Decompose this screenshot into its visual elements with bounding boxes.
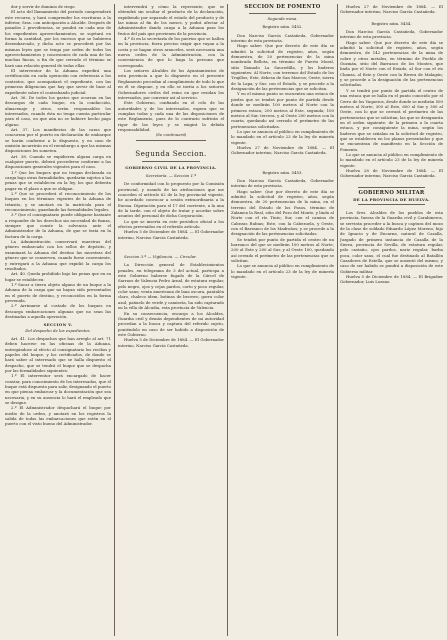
signature: Huelva 5 de Diciembre de 1884. — El Gobernador interino, Narciso García Castañeda. (118, 337, 224, 348)
paragraph: Lo que se inserta en este periódico oficial a los efectos prevenidos en el referido artículo. (118, 218, 224, 230)
article-41: Art. 41. Los despachos que han arreglo al art. 71 deben hacerse en las oficinas de la Aduana, entregándose al efecto al consignatario los recibos y papeles del buque, y los certificados, de donde se hará saber al interesado que se halla dispuesto el despacho, que se tendrá el buque que se despacha por las formalidades siguientes: (5, 335, 111, 374)
paragraph: Los Sres. Alcaldes de los pueblos de esta provincia, fuerza de la Guardia civil y Carabineros, se servirán proceder a la busca y captura del mozo de la clase de soldado Eduardo López Moreno, hijo de Ignacio y de Encarna, natural de Cazalla, Juzgado de primera instancia de Cazalla de la Sierra, provincia de Sevilla, de estatura regular, pelo castaño, ojos pardos, nariz regular, barba poca, color sano, el cual fue destinado al Batallón Cazadores de Estella, que se ausentó del mismo, y caso de ser habido se pondrá a disposición de este Gobierno militar. (340, 210, 443, 274)
paragraph: Don Narciso García Castañeda, Gobernador interino de esta provincia. (231, 32, 334, 44)
column-rule (114, 4, 115, 636)
column-rule (227, 4, 228, 636)
column-rule (337, 4, 338, 636)
section-title: Segunda Seccion. (135, 148, 207, 158)
paragraph: 2.º El Administrador despachará el buque por medio de la orden, y anotará en los registros la salida de todas las embarcaciones que estén en el puerto con el visto bueno del Administrador. (5, 405, 111, 427)
article-40c: 2.º Arrimarse al costado de los buques en descarga embarcaciones algunas que no sean las destinadas a aquella operación. (5, 303, 111, 319)
section-title: GOBIERNO MILITAR (358, 189, 425, 196)
section-subheading: Segunda mesa. (267, 16, 298, 21)
column-1 (5, 4, 111, 636)
article-40b: 1.º Sacar a tierra objeto alguno de un buque a la Aduana de la carga que no hayan sido presentados en el puerto de destino, y reconocidos en la forma prevenida. (5, 281, 111, 303)
divider (136, 140, 206, 141)
article-38: Art. 38. Cuando se expidieren alguna carga en cualquier puerto, deberá procederse conforme a las disposiciones generales vigentes para el caso. (5, 153, 111, 170)
column-2 (118, 4, 224, 636)
paragraph: 4.º Si en la secretaría de los puertos que se hallen en la provincia, fuera preciso exigir que vayan a la costa y se hagan otros aranceles, será necesaria una nueva orden de la Administración, con la conveniencia de que lo haga la persona que corresponda. (118, 36, 224, 68)
column-4 (340, 4, 443, 636)
paragraph: Don Narciso García Castañeda, Gobernador interino de esta provincia. (340, 29, 443, 40)
paragraph: En su consecuencia, encargo a los Alcaldes, Guardia civil y demás dependientes de mi autoridad procedan a la busca y captura del referido sujeto, poniéndolo en caso de ser habido a disposición de este Gobierno. (118, 310, 224, 337)
column-3 (231, 4, 334, 636)
paragraph: 3.º Que el consignatario puede obligarse bastante a responder de los derechos sin necesidad de fianza, siempre que conste la solvencia ante el Administrador de la Aduana, de que se trata en la factura de la carga. (5, 212, 111, 239)
paragraph: dor y servir de dominio de riego. (11, 4, 76, 9)
paragraph: Los señores Alcaldes de los Ayuntamientos de esta provincia a que lo dispuesto en el presente Reglamento procedan al cumplimiento de todo lo que en él se dispone, y en ello se invita a los señores Gobernadores civiles del reino en que residan los interesados, por convenir así al servicio. (118, 68, 224, 100)
paragraph: Hago saber: Que por decreto de este día se admitió la solicitud de registro, años, según demuestra, de 142 pertenencias de la mina de cobre y otros metales, en término de Puebla de Guzmán, sitio del Barranco de los Montes, que linda por el Norte con el Estado, al Sur con el río Chanza, al Este y Oeste con la Rivera de Malagón; y se procede a la designación de las pertenencias solicitadas. (340, 39, 443, 88)
continued-note: (Se continuará) (155, 132, 187, 138)
signature: Huelva 27 de Noviembre de 1884. — El Gobernador interino, Narciso García Castañeda. (340, 4, 443, 15)
article-37: Art. 37. Los manifiestos de las caras que concurran por el puerto en declaración de embarque se harán conforme a lo dispuesto, y en caso de omisión incurrirán en el reembargo a que las mismas disposiciones les someten. (5, 126, 111, 154)
paragraph: Lo que se anuncia al público en cumplimiento de lo mandado en el artículo 23 de la ley de minería vigente. (231, 128, 334, 145)
article-41b: 1.º El interventor será encargado de hacer constar, para conocimiento de los interesados, que el buque está dispuesto para salir, designando el puerto en que piensa embarcar y la documentación que sea necesaria, y en su ausencia lo hará el empleado que se designe. (5, 373, 111, 406)
divider (249, 13, 316, 14)
registry-number: Registro núm. 5454. (371, 20, 412, 26)
signature: Huelva 28 de Noviembre de 1884. — El Gobernador interino, Narciso García Castañeda. (340, 167, 443, 179)
paragraph: La Dirección general de Establecimientos penales, en telegrama de 3 del actual, participa a este Gobierno haberse fugado de la Cárcel de Sarraos de Valencia Pedro Arnal, de estatura regular, pelo negro, ojos y cejas pardos, corto y poco regular, color sano; venta americana de lana oscura, pantalón claro, chaleco idem, botinas de becerro, gorra color azul, pañuelo de verde y camiseta, ha sido capturado en la villa de Alcudia, esta provincia de Valencia. (118, 262, 224, 311)
section-subheading: Del despacho de los expedientes. (25, 327, 91, 333)
signature: Huelva 27 de Noviembre de 1884. — El Gobernador interino, Narciso García Castañeda. (231, 144, 334, 156)
paragraph: Hago saber: Que por decreto de este día se admitió la solicitud de registro, años, según demuestra, de 20 pertenencias de la mina nombrada Bellota, en término de Puerto Moral, sitio llamado La Saucedilla, y los linderos siguientes: Al Norte, con terrenos del Estado de los Trujillos; Este, dehesa de San Marcos; Oeste, sierra de la Lapa; y Sur, con el Estado, y se procede a la designación de las pertenencias que se solicitan. (231, 43, 334, 92)
registry-number: Registro núm. 5453. (262, 169, 303, 175)
paragraph: El acto del llamamiento del periodo comprenderá este recurso, y hará comprender los escrituras a la inferior, Sras. con anticipación a Alcalde. Después de pasados 2 providencias, se pondrá en cada uno de los expedientes aprovechamientos, se sujetará en forma la cantidad, por los excesos que se hubieren desembarcado, y dicho acto se procederá por las mismas leyes que se tenga por orden de todos los aprovechamientos y concesiones de cada una de las muchas fincas, a fin de que cerrado el término se hará una relación general de todas ellas. (5, 9, 111, 68)
circular-heading: Seccion 3.ª — Vigilancia. — Circular. (124, 254, 197, 260)
paragraph: Se tendrá por punto de partida el centro de un barranco del que se medirán 100 metros al Norte; 200 al Este y 200 al Sur, y al Oeste 100, quedando así cerrado el perímetro de las pertenencias que se solicitan. (231, 236, 334, 264)
article-40: Art. 40. Queda prohibido bajo las penas que en su lugar se establecen: (5, 271, 111, 282)
divider (358, 187, 425, 188)
section-subheading: DE LA PROVINCIA DE HUELVA. (353, 196, 430, 202)
article-39: 1.º Que los buques que no tengan declarada su carga bajo otras formalidades, quedarán sujetos a las penas que se establecen en la ley, los que deberán pagar en el plazo a que se obligan. (5, 169, 111, 191)
paragraph: Lo que se anuncia al público en cumplimiento de lo mandado en el artículo 23 de la ley de minería vigente. (231, 263, 334, 280)
article-39b: 2.º Que se procederá el reconocimiento de los buques en los términos vigentes de la Aduana de tránsito, y se anotará en la matrícula para el reconocimiento, guardando las formalidades legales. (5, 191, 111, 213)
paragraph: Y se tendrá por punto de partida el centro de una estaca que se halla en el punto conocido por el Cerro de los Vaqueros, desde donde se medirán 500 metros al Norte, 300 al Este, 600 al Sur y 300 al Oeste, con lo que se cerrará el perímetro de las pertenencias que se solicitan, las que se designarán en el orden siguiente: de la primera a la cuarta estaca, y por consiguiente la mina, según los linderos que se señalan en la solicitud de registro, que se establecen en los planos presentados y que se encuentran de manifiesto en la Sección de Fomento. (340, 87, 443, 152)
article-36: Art. 36. De todos los gastos que ocurran en las descargas de cada buque, en la conducción, almacenaje y otros, serán responsables los interesados, cuando ésta no tenga cuenta particular para el caso, en que aún no se hubiere hecho pago alguno. (5, 94, 111, 127)
paragraph: Lo que se anuncia al público en cumplimiento de lo mandado en el artículo 23 de la ley de minería vigente. (340, 151, 443, 168)
paragraph: La Administración conservará muestras del género embarcado con los sellos de depósito, y examinará la Aduana del destino las muestras del género que se conserven, cuando fuese conveniente, y entregará a la Aduana que expidió la carga los resultados. (5, 239, 111, 271)
paragraph: Don Narciso García Castañeda, Gobernador interino de esta provincia. (231, 177, 334, 189)
signature: Huelva 5 de Diciembre de 1884. — El Brigadier Gobernador, Luis Lozano. (340, 274, 443, 285)
paragraph: Hago saber: Que por decreto de este día se admitió la solicitud de registro, años, según demuestra, de 20 pertenencias de la mina, en el terreno del Estado de los Pasos, término de Zalamea la Real, sitio del Pozo del Monte, y linda al Norte con el río Tinto; Sur, con el camino de Cabezas Rubias; Este, con la Cabezuela, y Oeste, con el Barranco de los Madroños; y se procede a la designación de las pertenencias solicitadas. (231, 188, 334, 237)
paragraph: Este Gobierno, confiando en el celo de las autoridades y de los interesados, espera que se cumplan todas y cada una de las disposiciones de este Reglamento, pues de lo contrario sufrirán el rigor de las leyes y se exigirá la debida responsabilidad. (118, 100, 224, 132)
divider (142, 161, 200, 162)
government-heading: GOBIERNO CIVIL DE LA PROVINCIA. (125, 164, 217, 170)
paragraph: intervendrá y cómo la represente, que se obtendrá sin ocultar el producto de la declaración, expidiendo por separado el estado del producto y de las minas al fin de los meses, y podrá afectar al Administrador dando carga a la Aduana para los frutos del país que provienen de la provincia. (118, 4, 224, 36)
registry-number: Registro núm. 5452. (262, 24, 303, 30)
divider (358, 204, 425, 205)
section-title: SECCION DE FOMENTO (244, 4, 321, 10)
paragraph: De conformidad con lo propuesto por la Comisión provincial, y usando de las atribuciones que me conceden el artículo 62 de la ley provincial vigente, he acordado convocar a sesión extraordinaria a la Excma. Diputación para el 17 del corriente, a la una de la tarde, con el objeto de tratar y acordar sobre asuntos del personal de dicha Corporación. (118, 181, 224, 219)
secretaria-heading: Secretaría. — Seccion 1.ª (145, 172, 197, 178)
paragraph: El interventor de la Aduana expedirá una certificación en cada operación con referencia a los contratos, que acompañará el expediente, con las primeras diligencias que hay que servir de base al expediente sobre el contrabando judicial. (5, 68, 111, 95)
signature: Huelva 5 de Diciembre de 1884. — El Gobernador interino, Narciso García Castañeda. (118, 229, 224, 240)
paragraph: Y en el mismo punto se encuentra una estaca de piedra que se tendrá por punto de partida desde donde se medirán 100 metros al Norte con la primera estaca; 200 metros al Este, segunda; 100 metros al Sur, tercera, y al Oeste 200 metros con la cuarta, quedando así cerrado el perímetro de las pertenencias solicitadas. (231, 91, 334, 129)
section-heading: SECCION V. (43, 322, 73, 328)
